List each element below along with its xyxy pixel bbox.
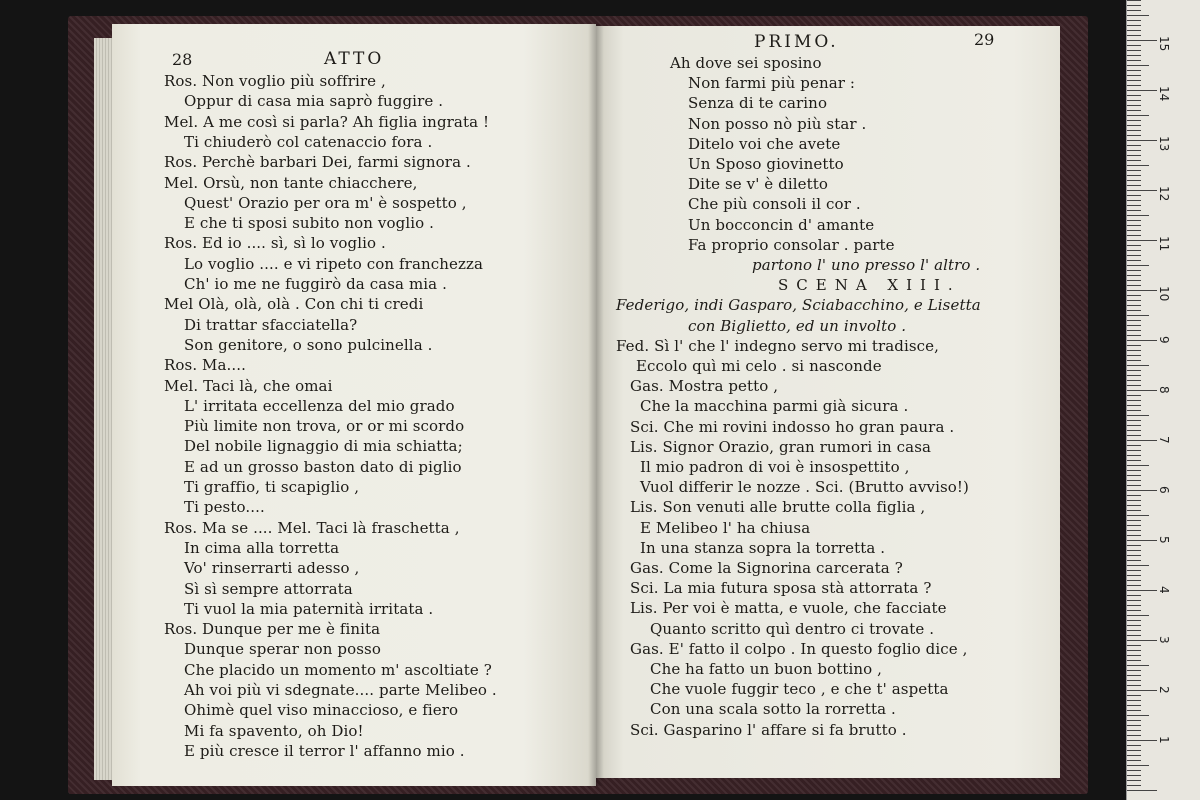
right-text-line: Il mio padron di voi è insospettito , [640, 458, 910, 476]
ruler-tick [1127, 255, 1141, 256]
left-text-line: Dunque sperar non posso [184, 640, 381, 659]
ruler-tick [1127, 15, 1149, 16]
left-text-line: L' irritata eccellenza del mio grado [184, 396, 455, 415]
right-text-line: Non farmi più penar : [688, 74, 856, 93]
right-text-line: Un Sposo giovinetto [688, 155, 844, 173]
ruler-tick [1127, 710, 1141, 711]
ruler-tick [1127, 215, 1149, 216]
left-page-header: ATTO [324, 49, 385, 69]
ruler-tick [1127, 285, 1141, 286]
left-text-line: Ros. Dunque per me è finita [164, 620, 381, 639]
ruler-tick [1127, 530, 1141, 531]
ruler-number: 12 [1157, 186, 1171, 202]
right-text-line: Dite se v' è diletto [688, 175, 829, 194]
ruler-tick [1127, 570, 1141, 571]
ruler-number: 14 [1157, 86, 1171, 102]
ruler-tick [1127, 225, 1141, 226]
ruler-tick [1127, 490, 1157, 491]
ruler-tick [1127, 50, 1141, 51]
ruler-tick [1127, 195, 1141, 196]
ruler-tick [1127, 10, 1141, 11]
ruler-number: 1 [1157, 736, 1171, 744]
ruler-tick [1127, 355, 1141, 356]
right-text-line: E Melibeo l' ha chiusa [640, 518, 811, 537]
ruler-number: 9 [1157, 336, 1171, 344]
ruler-tick [1127, 245, 1141, 246]
ruler-tick [1127, 250, 1141, 251]
ruler-tick [1127, 430, 1141, 431]
ruler-tick [1127, 560, 1141, 561]
right-page-header: PRIMO. [754, 32, 839, 52]
ruler-tick [1127, 450, 1141, 451]
ruler-tick [1127, 440, 1157, 441]
ruler-tick [1127, 75, 1141, 76]
ruler-tick [1127, 520, 1141, 521]
ruler-tick [1127, 680, 1141, 681]
ruler-tick [1127, 510, 1141, 511]
right-text-line: Quanto scritto quì dentro ci trovate . [650, 619, 935, 638]
left-text-line: Ch' io me ne fuggirò da casa mia . [184, 275, 447, 293]
left-text-line: Oppur di casa mia saprò fuggire . [184, 92, 444, 111]
ruler-tick [1127, 35, 1141, 36]
ruler-tick [1127, 235, 1141, 236]
ruler-tick [1127, 90, 1157, 91]
ruler-tick [1127, 575, 1141, 576]
ruler-tick [1127, 600, 1141, 601]
right-text-line: Ditelo voi che avete [688, 134, 841, 153]
ruler-number: 7 [1157, 436, 1171, 444]
ruler-tick [1127, 665, 1149, 666]
ruler-tick [1127, 320, 1141, 321]
ruler-tick [1127, 445, 1141, 446]
ruler-tick [1127, 135, 1141, 136]
ruler-tick [1127, 735, 1141, 736]
ruler-tick [1127, 160, 1141, 161]
left-text-line: Ros. Ed io .... sì, sì lo voglio . [164, 234, 386, 253]
right-text-line: Ah dove sei sposino [670, 54, 822, 72]
left-text-line: Ti vuol la mia paternità irritata . [184, 599, 434, 618]
ruler-tick [1127, 85, 1141, 86]
ruler-tick [1127, 145, 1141, 146]
ruler-tick [1127, 345, 1141, 346]
ruler-tick [1127, 210, 1141, 211]
right-text-line: In una stanza sopra la torretta . [640, 538, 886, 557]
ruler-tick [1127, 95, 1141, 96]
right-text-line: Vuol differir le nozze . Sci. (Brutto avviso!) [640, 478, 970, 497]
left-text-line: Vo' rinserrarti adesso , [184, 559, 360, 578]
ruler-tick [1127, 625, 1141, 626]
right-text-line: Senza di te carino [688, 94, 828, 113]
ruler-tick [1127, 415, 1149, 416]
right-text-line: con Biglietto, ed un involto . [688, 316, 907, 335]
left-text-line: Mi fa spavento, oh Dio! [184, 721, 364, 740]
left-text-line: Del nobile lignaggio di mia schiatta; [184, 437, 463, 456]
ruler-tick [1127, 65, 1149, 66]
left-text-line: Ah voi più vi sdegnate.... parte Melibeo . [184, 681, 497, 699]
ruler-tick [1127, 220, 1141, 221]
right-page [596, 26, 1060, 778]
ruler-tick [1127, 750, 1141, 751]
left-text-line: Più limite non trova, or or mi scordo [184, 417, 465, 436]
ruler-tick [1127, 305, 1141, 306]
right-text-line: Federigo, indi Gasparo, Sciabacchino, e Lisetta [616, 296, 981, 315]
left-text-line: Lo voglio .... e vi ripeto con franchezza [184, 254, 484, 273]
ruler-tick [1127, 300, 1141, 301]
ruler-tick [1127, 495, 1141, 496]
right-text-line: Gas. Mostra petto , [630, 377, 779, 396]
left-text-line: Di trattar sfacciatella? [184, 315, 358, 334]
right-text-line: Sci. Gasparino l' affare si fa brutto . [630, 720, 907, 739]
left-text-line: Mel. A me così si parla? Ah figlia ingrata ! [164, 112, 490, 131]
ruler-tick [1127, 730, 1141, 731]
ruler-tick [1127, 635, 1141, 636]
ruler-tick [1127, 620, 1141, 621]
ruler-tick [1127, 80, 1141, 81]
right-text-line: Che ha fatto un buon bottino , [650, 660, 883, 678]
ruler-tick [1127, 205, 1141, 206]
ruler-tick [1127, 425, 1141, 426]
ruler-tick [1127, 395, 1141, 396]
left-text-line: Sì sì sempre attorrata [184, 579, 353, 598]
right-text-line: Sci. La mia futura sposa stà attorrata ? [630, 579, 932, 598]
ruler-tick [1127, 375, 1141, 376]
ruler-number: 15 [1157, 36, 1171, 52]
ruler-tick [1127, 280, 1141, 281]
left-text-line: Ohimè quel viso minaccioso, e fiero [184, 701, 459, 720]
right-text-line: Gas. Come la Signorina carcerata ? [630, 559, 903, 577]
ruler-tick [1127, 675, 1141, 676]
left-text-line: Ros. Ma.... [164, 356, 247, 375]
ruler-tick [1127, 745, 1141, 746]
ruler-tick [1127, 700, 1141, 701]
ruler-tick [1127, 5, 1141, 6]
ruler-tick [1127, 340, 1157, 341]
left-text-line: Mel. Orsù, non tante chiacchere, [164, 173, 418, 192]
right-text-line: Non posso nò più star . [688, 114, 867, 133]
ruler-tick [1127, 780, 1141, 781]
right-text-line: partono l' uno presso l' altro . [752, 256, 981, 274]
ruler-number: 13 [1157, 136, 1171, 152]
ruler-tick [1127, 125, 1141, 126]
ruler-tick [1127, 420, 1141, 421]
ruler-tick [1127, 170, 1141, 171]
ruler-tick [1127, 385, 1141, 386]
ruler-tick [1127, 485, 1141, 486]
ruler-tick [1127, 725, 1141, 726]
ruler-tick [1127, 55, 1141, 56]
ruler-tick [1127, 290, 1157, 291]
ruler-tick [1127, 240, 1157, 241]
ruler-tick [1127, 555, 1141, 556]
ruler-tick [1127, 260, 1141, 261]
left-text-line: Ti pesto.... [184, 498, 265, 517]
ruler-tick [1127, 670, 1141, 671]
ruler-tick [1127, 265, 1149, 266]
ruler-tick [1127, 715, 1149, 716]
left-text-line: Quest' Orazio per ora m' è sospetto , [184, 193, 467, 212]
ruler-tick [1127, 30, 1141, 31]
ruler-tick [1127, 140, 1157, 141]
ruler-tick [1127, 690, 1157, 691]
ruler-tick [1127, 505, 1141, 506]
ruler-tick [1127, 25, 1141, 26]
ruler-tick [1127, 740, 1157, 741]
ruler-tick [1127, 610, 1141, 611]
ruler-tick [1127, 465, 1149, 466]
ruler-tick [1127, 660, 1141, 661]
ruler-tick [1127, 775, 1141, 776]
ruler-tick [1127, 460, 1141, 461]
ruler-tick [1127, 130, 1141, 131]
ruler-number: 11 [1157, 236, 1171, 252]
ruler-tick [1127, 110, 1141, 111]
left-text-line: E che ti sposi subito non voglio . [184, 214, 434, 233]
ruler-tick [1127, 475, 1141, 476]
book-gutter [588, 24, 604, 786]
right-text-line: Gas. E' fatto il colpo . In questo foglio dice , [630, 639, 968, 658]
right-text-line: Che più consoli il cor . [688, 195, 861, 214]
ruler-tick [1127, 325, 1141, 326]
left-text-line: In cima alla torretta [184, 538, 340, 557]
left-text-line: Ti graffio, ti scapiglio , [184, 478, 360, 496]
ruler-tick [1127, 175, 1141, 176]
right-text-line: Lis. Signor Orazio, gran rumori in casa [630, 437, 932, 456]
ruler-tick [1127, 295, 1141, 296]
ruler-tick [1127, 275, 1141, 276]
ruler-tick [1127, 615, 1149, 616]
left-text-line: Che placido un momento m' ascoltiate ? [184, 660, 492, 679]
ruler-tick [1127, 115, 1149, 116]
ruler-tick [1127, 20, 1141, 21]
ruler-tick [1127, 760, 1141, 761]
ruler-tick [1127, 785, 1141, 786]
right-text-line: Sci. Che mi rovini indosso ho gran paura . [630, 417, 955, 436]
ruler-tick [1127, 315, 1149, 316]
ruler-tick [1127, 695, 1141, 696]
ruler-tick [1127, 585, 1141, 586]
right-text-line: Eccolo quì mi celo . si nasconde [636, 357, 882, 375]
ruler-tick [1127, 630, 1141, 631]
right-text-line: Lis. Son venuti alle brutte colla figlia , [630, 498, 926, 517]
ruler-number: 4 [1157, 586, 1171, 594]
ruler-tick [1127, 150, 1141, 151]
ruler-number: 6 [1157, 486, 1171, 494]
ruler-tick [1127, 310, 1141, 311]
left-text-line: Son genitore, o sono pulcinella . [184, 335, 433, 354]
ruler-tick [1127, 270, 1141, 271]
measuring-ruler [1126, 0, 1200, 800]
ruler-tick [1127, 755, 1141, 756]
ruler-tick [1127, 720, 1141, 721]
left-text-line: E più cresce il terror l' affanno mio . [184, 741, 465, 760]
ruler-tick [1127, 370, 1141, 371]
ruler-number: 8 [1157, 386, 1171, 394]
left-text-line: Ros. Perchè barbari Dei, farmi signora . [164, 153, 471, 172]
ruler-tick [1127, 100, 1141, 101]
ruler-tick [1127, 410, 1141, 411]
ruler-tick [1127, 535, 1141, 536]
ruler-tick [1127, 155, 1141, 156]
ruler-tick [1127, 650, 1141, 651]
ruler-tick [1127, 640, 1157, 641]
ruler-tick [1127, 545, 1141, 546]
scene-heading: SCENA XIII. [778, 276, 961, 295]
left-text-line: Ros. Ma se .... Mel. Taci là fraschetta , [164, 518, 460, 537]
ruler-tick [1127, 790, 1157, 791]
ruler-tick [1127, 365, 1149, 366]
left-text-line: Mel. Taci là, che omai [164, 376, 333, 395]
ruler-tick [1127, 230, 1141, 231]
ruler-tick [1127, 120, 1141, 121]
right-text-line: Lis. Per voi è matta, e vuole, che facciate [630, 599, 947, 618]
left-text-line: Mel Olà, olà, olà . Con chi ti credi [164, 295, 424, 314]
ruler-tick [1127, 500, 1141, 501]
ruler-number: 2 [1157, 686, 1171, 694]
ruler-tick [1127, 165, 1149, 166]
ruler-tick [1127, 380, 1141, 381]
ruler-tick [1127, 200, 1141, 201]
ruler-tick [1127, 190, 1157, 191]
ruler-tick [1127, 770, 1141, 771]
ruler-tick [1127, 45, 1141, 46]
ruler-tick [1127, 455, 1141, 456]
ruler-tick [1127, 470, 1141, 471]
ruler-tick [1127, 565, 1149, 566]
left-page-number: 28 [172, 50, 193, 69]
ruler-tick [1127, 595, 1141, 596]
ruler-tick [1127, 105, 1141, 106]
ruler-tick [1127, 765, 1149, 766]
ruler-tick [1127, 435, 1141, 436]
right-text-line: Fa proprio consolar . parte [688, 235, 895, 254]
ruler-tick [1127, 330, 1141, 331]
ruler-number: 3 [1157, 636, 1171, 644]
ruler-tick [1127, 40, 1157, 41]
ruler-tick [1127, 180, 1141, 181]
ruler-number: 5 [1157, 536, 1171, 544]
ruler-tick [1127, 390, 1157, 391]
ruler-tick [1127, 360, 1141, 361]
ruler-tick [1127, 480, 1141, 481]
ruler-tick [1127, 655, 1141, 656]
ruler-tick [1127, 60, 1141, 61]
ruler-tick [1127, 590, 1157, 591]
left-page [112, 24, 596, 786]
right-text-line: Un bocconcin d' amante [688, 215, 875, 234]
right-text-line: Con una scala sotto la rorretta . [650, 700, 896, 719]
ruler-tick [1127, 70, 1141, 71]
ruler-tick [1127, 645, 1141, 646]
ruler-tick [1127, 515, 1149, 516]
ruler-tick [1127, 335, 1141, 336]
ruler-tick [1127, 185, 1141, 186]
ruler-tick [1127, 580, 1141, 581]
left-text-line: Ros. Non voglio più soffrire , [164, 72, 386, 90]
right-text-line: Fed. Sì l' che l' indegno servo mi tradisce, [616, 336, 940, 355]
left-text-line: E ad un grosso baston dato di piglio [184, 457, 462, 476]
ruler-tick [1127, 525, 1141, 526]
left-text-line: Ti chiuderò col catenaccio fora . [184, 132, 433, 151]
ruler-tick [1127, 685, 1141, 686]
ruler-tick [1127, 0, 1141, 1]
right-text-line: Che la macchina parmi già sicura . [640, 397, 909, 416]
right-text-line: Che vuole fuggir teco , e che t' aspetta [650, 680, 949, 699]
ruler-tick [1127, 605, 1141, 606]
ruler-tick [1127, 400, 1141, 401]
ruler-tick [1127, 405, 1141, 406]
ruler-tick [1127, 705, 1141, 706]
ruler-tick [1127, 540, 1157, 541]
ruler-tick [1127, 550, 1141, 551]
ruler-tick [1127, 350, 1141, 351]
ruler-number: 10 [1157, 286, 1171, 302]
right-page-number: 29 [974, 30, 995, 49]
